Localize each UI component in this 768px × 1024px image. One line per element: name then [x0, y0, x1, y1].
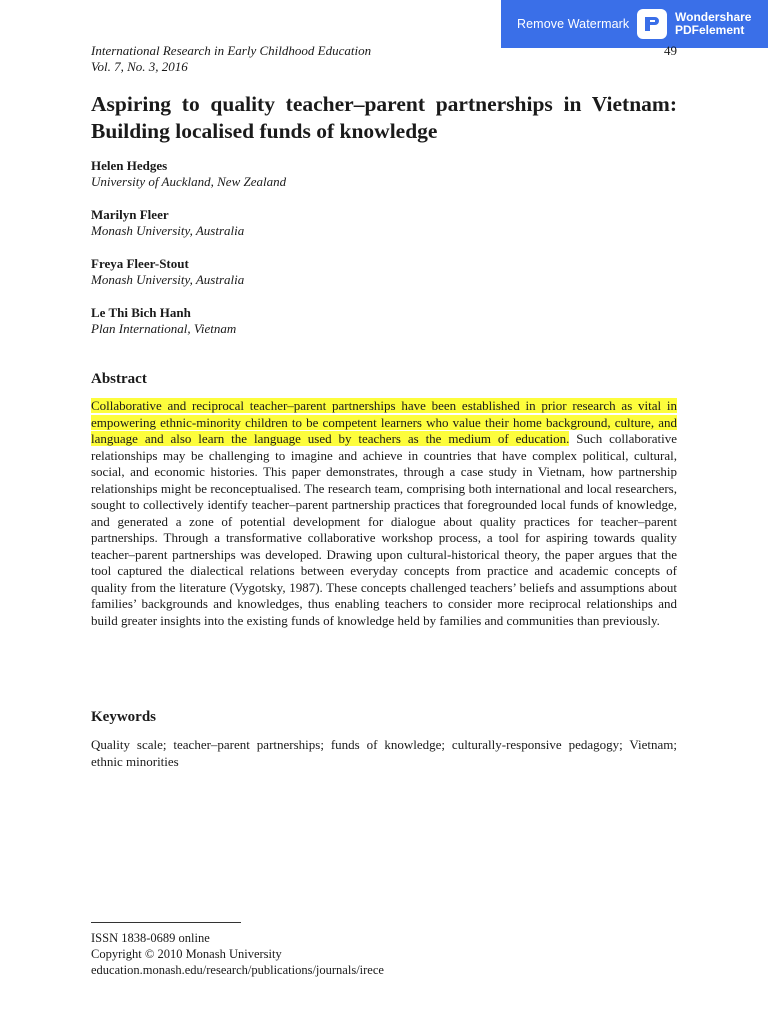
abstract-highlighted-text: Collaborative and reciprocal teacher–parent partnerships have been established in prior research as vital in empowering ethnic-minority children to be competent learners who value their home background, culture, and language and also learn the language used by teachers as the medium of education.	[91, 398, 677, 446]
issn: ISSN 1838-0689 online	[91, 931, 210, 945]
author-affiliation: Monash University, Australia	[91, 272, 245, 287]
author-name: Le Thi Bich Hanh	[91, 305, 191, 320]
footer	[91, 930, 384, 978]
abstract-heading: Abstract	[91, 371, 147, 387]
volume-info: Vol. 7, No. 3, 2016	[91, 59, 188, 74]
abstract-body	[91, 398, 677, 629]
page-number: 49	[664, 43, 677, 58]
footer-divider	[91, 922, 241, 923]
keywords-list: Quality scale; teacher–parent partnerships; funds of knowledge; culturally-responsive pedagogy; Vietnam; ethnic minorities	[91, 737, 677, 769]
pdfelement-brand	[675, 11, 751, 37]
keywords-heading: Keywords	[91, 709, 156, 725]
brand-line-2: PDFelement	[675, 23, 745, 37]
article-title: Aspiring to quality teacher–parent partnerships in Vietnam: Building localised funds of knowledge	[91, 92, 677, 143]
author-name: Marilyn Fleer	[91, 207, 169, 222]
author-block	[91, 158, 677, 190]
author-affiliation: Plan International, Vietnam	[91, 321, 237, 336]
watermark-banner	[501, 0, 768, 48]
author-affiliation: University of Auckland, New Zealand	[91, 174, 287, 189]
author-name: Helen Hedges	[91, 158, 168, 173]
abstract-text: Such collaborative relationships may be challenging to imagine and achieve in countries that have complex political, cultural, social, and economic histories. This paper demonstrates, through a case study in Vietnam, how partnership relationships might be reconceptualised. The research team, comprising both international and local researchers, sought to collectively identify teacher–parent partnership practices that foregrounded local funds of knowledge, and generated a zone of potential development for dialogue about quality practices for teacher–parent partnerships. Through a transformative collaborative workshop process, a tool for aspiring towards quality teacher–parent partnerships was developed. Drawing upon cultural-historical theory, the paper argues that the tool captured the dialectical relations between everyday concepts from practice and academic concepts of quality from the literature (Vygotsky, 1987). These concepts challenged teachers’ beliefs and assumptions about families’ backgrounds and knowledges, thus enabling teachers to consider more reciprocal relationships and build greater insights into the existing funds of knowledge held by families and communities than previously.	[91, 431, 677, 628]
running-header	[91, 43, 677, 75]
journal-url: education.monash.edu/research/publications/journals/irece	[91, 963, 384, 977]
pdfelement-logo-icon	[637, 9, 667, 39]
remove-watermark-button[interactable]: Remove Watermark	[517, 17, 630, 31]
author-affiliation: Monash University, Australia	[91, 223, 245, 238]
brand-line-1: Wondershare	[675, 10, 752, 24]
author-block	[91, 256, 677, 288]
author-block	[91, 305, 677, 337]
author-name: Freya Fleer-Stout	[91, 256, 189, 271]
author-block	[91, 207, 677, 239]
journal-name: International Research in Early Childhood Education	[91, 43, 372, 58]
copyright: Copyright © 2010 Monash University	[91, 947, 282, 961]
